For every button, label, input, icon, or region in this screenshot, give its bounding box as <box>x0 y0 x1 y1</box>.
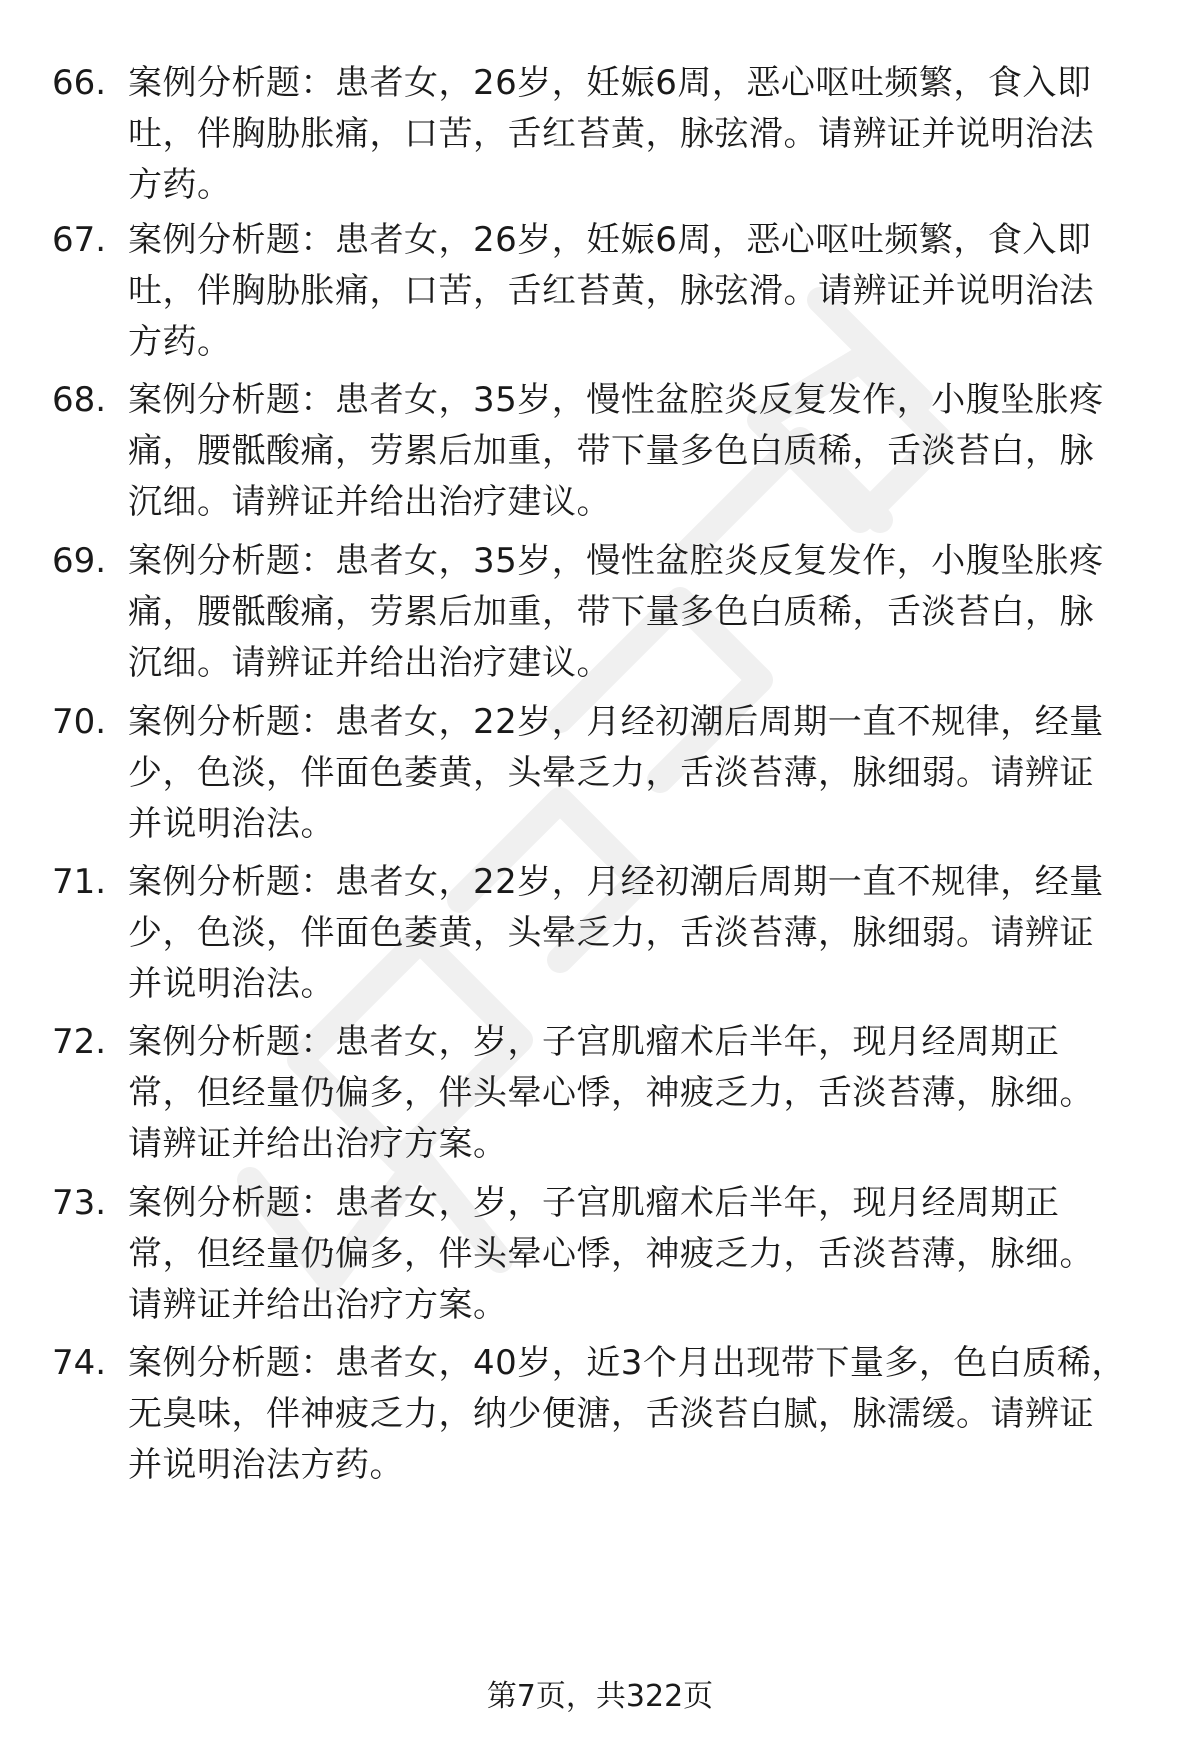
question-text: 案例分析题：患者女，35岁，慢性盆腔炎反复发作，小腹坠胀疼痛，腰骶酸痛，劳累后加重，带下量多色白质稀，舌淡苔白，脉沉细。请辨证并给出治疗建议。 <box>128 541 1104 683</box>
question-number: 73. <box>52 1183 107 1223</box>
question-text: 案例分析题：患者女，26岁，妊娠6周，恶心呕吐频繁，食入即吐，伴胸胁胀痛，口苦，舌红苔黄，脉弦滑。请辨证并说明治法方药。 <box>128 220 1094 362</box>
question-number: 74. <box>52 1343 107 1383</box>
question-number: 67. <box>52 220 107 260</box>
question-number: 72. <box>52 1022 107 1062</box>
question-text: 案例分析题：患者女，35岁，慢性盆腔炎反复发作，小腹坠胀疼痛，腰骶酸痛，劳累后加重，带下量多色白质稀，舌淡苔白，脉沉细。请辨证并给出治疗建议。 <box>128 380 1104 522</box>
page-number: 第7页，共322页 <box>486 1679 714 1714</box>
question-text: 案例分析题：患者女，26岁，妊娠6周，恶心呕吐频繁，食入即吐，伴胸胁胀痛，口苦，舌红苔黄，脉弦滑。请辨证并说明治法方药。 <box>128 63 1094 205</box>
question-number: 71. <box>52 862 107 902</box>
question-text: 案例分析题：患者女，22岁，月经初潮后周期一直不规律，经量少，色淡，伴面色萎黄，头晕乏力，舌淡苔薄，脉细弱。请辨证并说明治法。 <box>128 702 1104 844</box>
question-number: 66. <box>52 63 107 103</box>
question-number: 70. <box>52 702 107 742</box>
question-text: 案例分析题：患者女，40岁，近3个月出现带下量多，色白质稀，无臭味，伴神疲乏力，纳少便溏，舌淡苔白腻，脉濡缓。请辨证并说明治法方药。 <box>128 1343 1126 1485</box>
question-number: 68. <box>52 380 107 420</box>
question-text: 案例分析题：患者女，岁，子宫肌瘤术后半年，现月经周期正常，但经量仍偏多，伴头晕心悸，神疲乏力，舌淡苔薄，脉细。请辨证并给出治疗方案。 <box>128 1183 1094 1325</box>
question-text: 案例分析题：患者女，岁，子宫肌瘤术后半年，现月经周期正常，但经量仍偏多，伴头晕心悸，神疲乏力，舌淡苔薄，脉细。请辨证并给出治疗方案。 <box>128 1022 1094 1164</box>
question-text: 案例分析题：患者女，22岁，月经初潮后周期一直不规律，经量少，色淡，伴面色萎黄，头晕乏力，舌淡苔薄，脉细弱。请辨证并说明治法。 <box>128 862 1104 1004</box>
question-number: 69. <box>52 541 107 581</box>
